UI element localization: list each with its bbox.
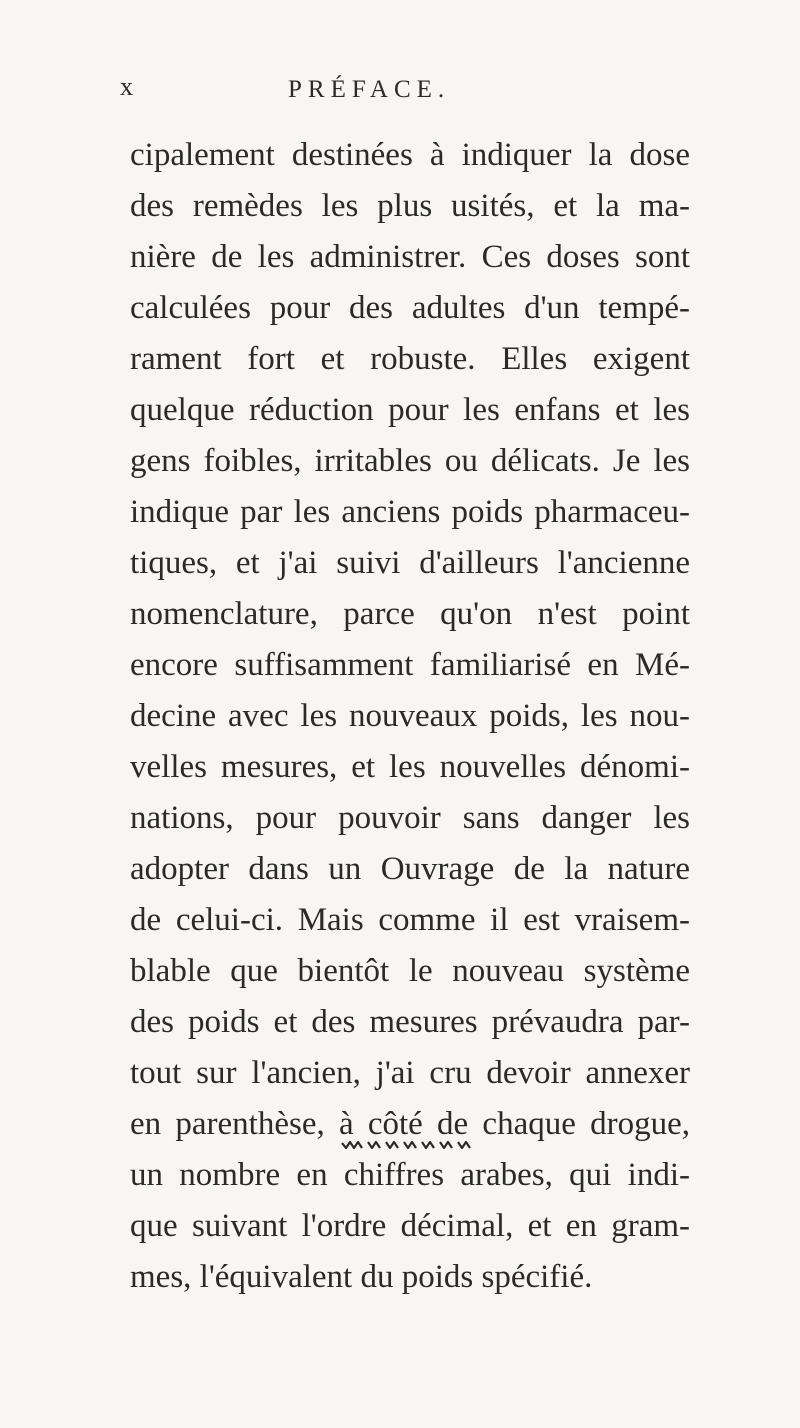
text-line: nations, pour pouvoir sans danger les bbox=[130, 800, 690, 836]
page-header bbox=[0, 72, 800, 112]
text-line: tout sur l'ancien, j'ai cru devoir annexer bbox=[130, 1055, 690, 1091]
text-line: de celui-ci. Mais comme il est vraisem- bbox=[130, 902, 690, 938]
body-text bbox=[130, 130, 690, 1303]
text-line: decine avec les nouveaux poids, les nou- bbox=[130, 698, 690, 734]
text-line: quelque réduction pour les enfans et les bbox=[130, 392, 690, 428]
text-line: velles mesures, et les nouvelles dénomi- bbox=[130, 749, 690, 785]
text-line: indique par les anciens poids pharmaceu- bbox=[130, 494, 690, 530]
text-line: blable que bientôt le nouveau système bbox=[130, 953, 690, 989]
text-line: que suivant l'ordre décimal, et en gram- bbox=[130, 1208, 690, 1244]
text-line: rament fort et robuste. Elles exigent bbox=[130, 341, 690, 377]
text-line: tiques, et j'ai suivi d'ailleurs l'ancienne bbox=[130, 545, 690, 581]
running-head: PRÉFACE. bbox=[288, 76, 451, 103]
text-line: en parenthèse, à côté de chaque drogue, bbox=[130, 1106, 690, 1142]
text-line: gens foibles, irritables ou délicats. Je les bbox=[130, 443, 690, 479]
text-line: nière de les administrer. Ces doses sont bbox=[130, 239, 690, 275]
text-line: des remèdes les plus usités, et la ma- bbox=[130, 188, 690, 224]
text-line: adopter dans un Ouvrage de la nature bbox=[130, 851, 690, 887]
text-line: mes, l'équivalent du poids spécifié. bbox=[130, 1259, 593, 1295]
decorative-rule-ornament bbox=[340, 1138, 490, 1152]
text-line: cipalement destinées à indiquer la dose bbox=[130, 137, 690, 173]
text-line: calculées pour des adultes d'un tempé- bbox=[130, 290, 690, 326]
text-line: des poids et des mesures prévaudra par- bbox=[130, 1004, 690, 1040]
text-line: nomenclature, parce qu'on n'est point bbox=[130, 596, 690, 632]
text-line: un nombre en chiffres arabes, qui indi- bbox=[130, 1157, 690, 1193]
text-line: encore suffisamment familiarisé en Mé- bbox=[130, 647, 690, 683]
page-number: x bbox=[120, 72, 134, 101]
